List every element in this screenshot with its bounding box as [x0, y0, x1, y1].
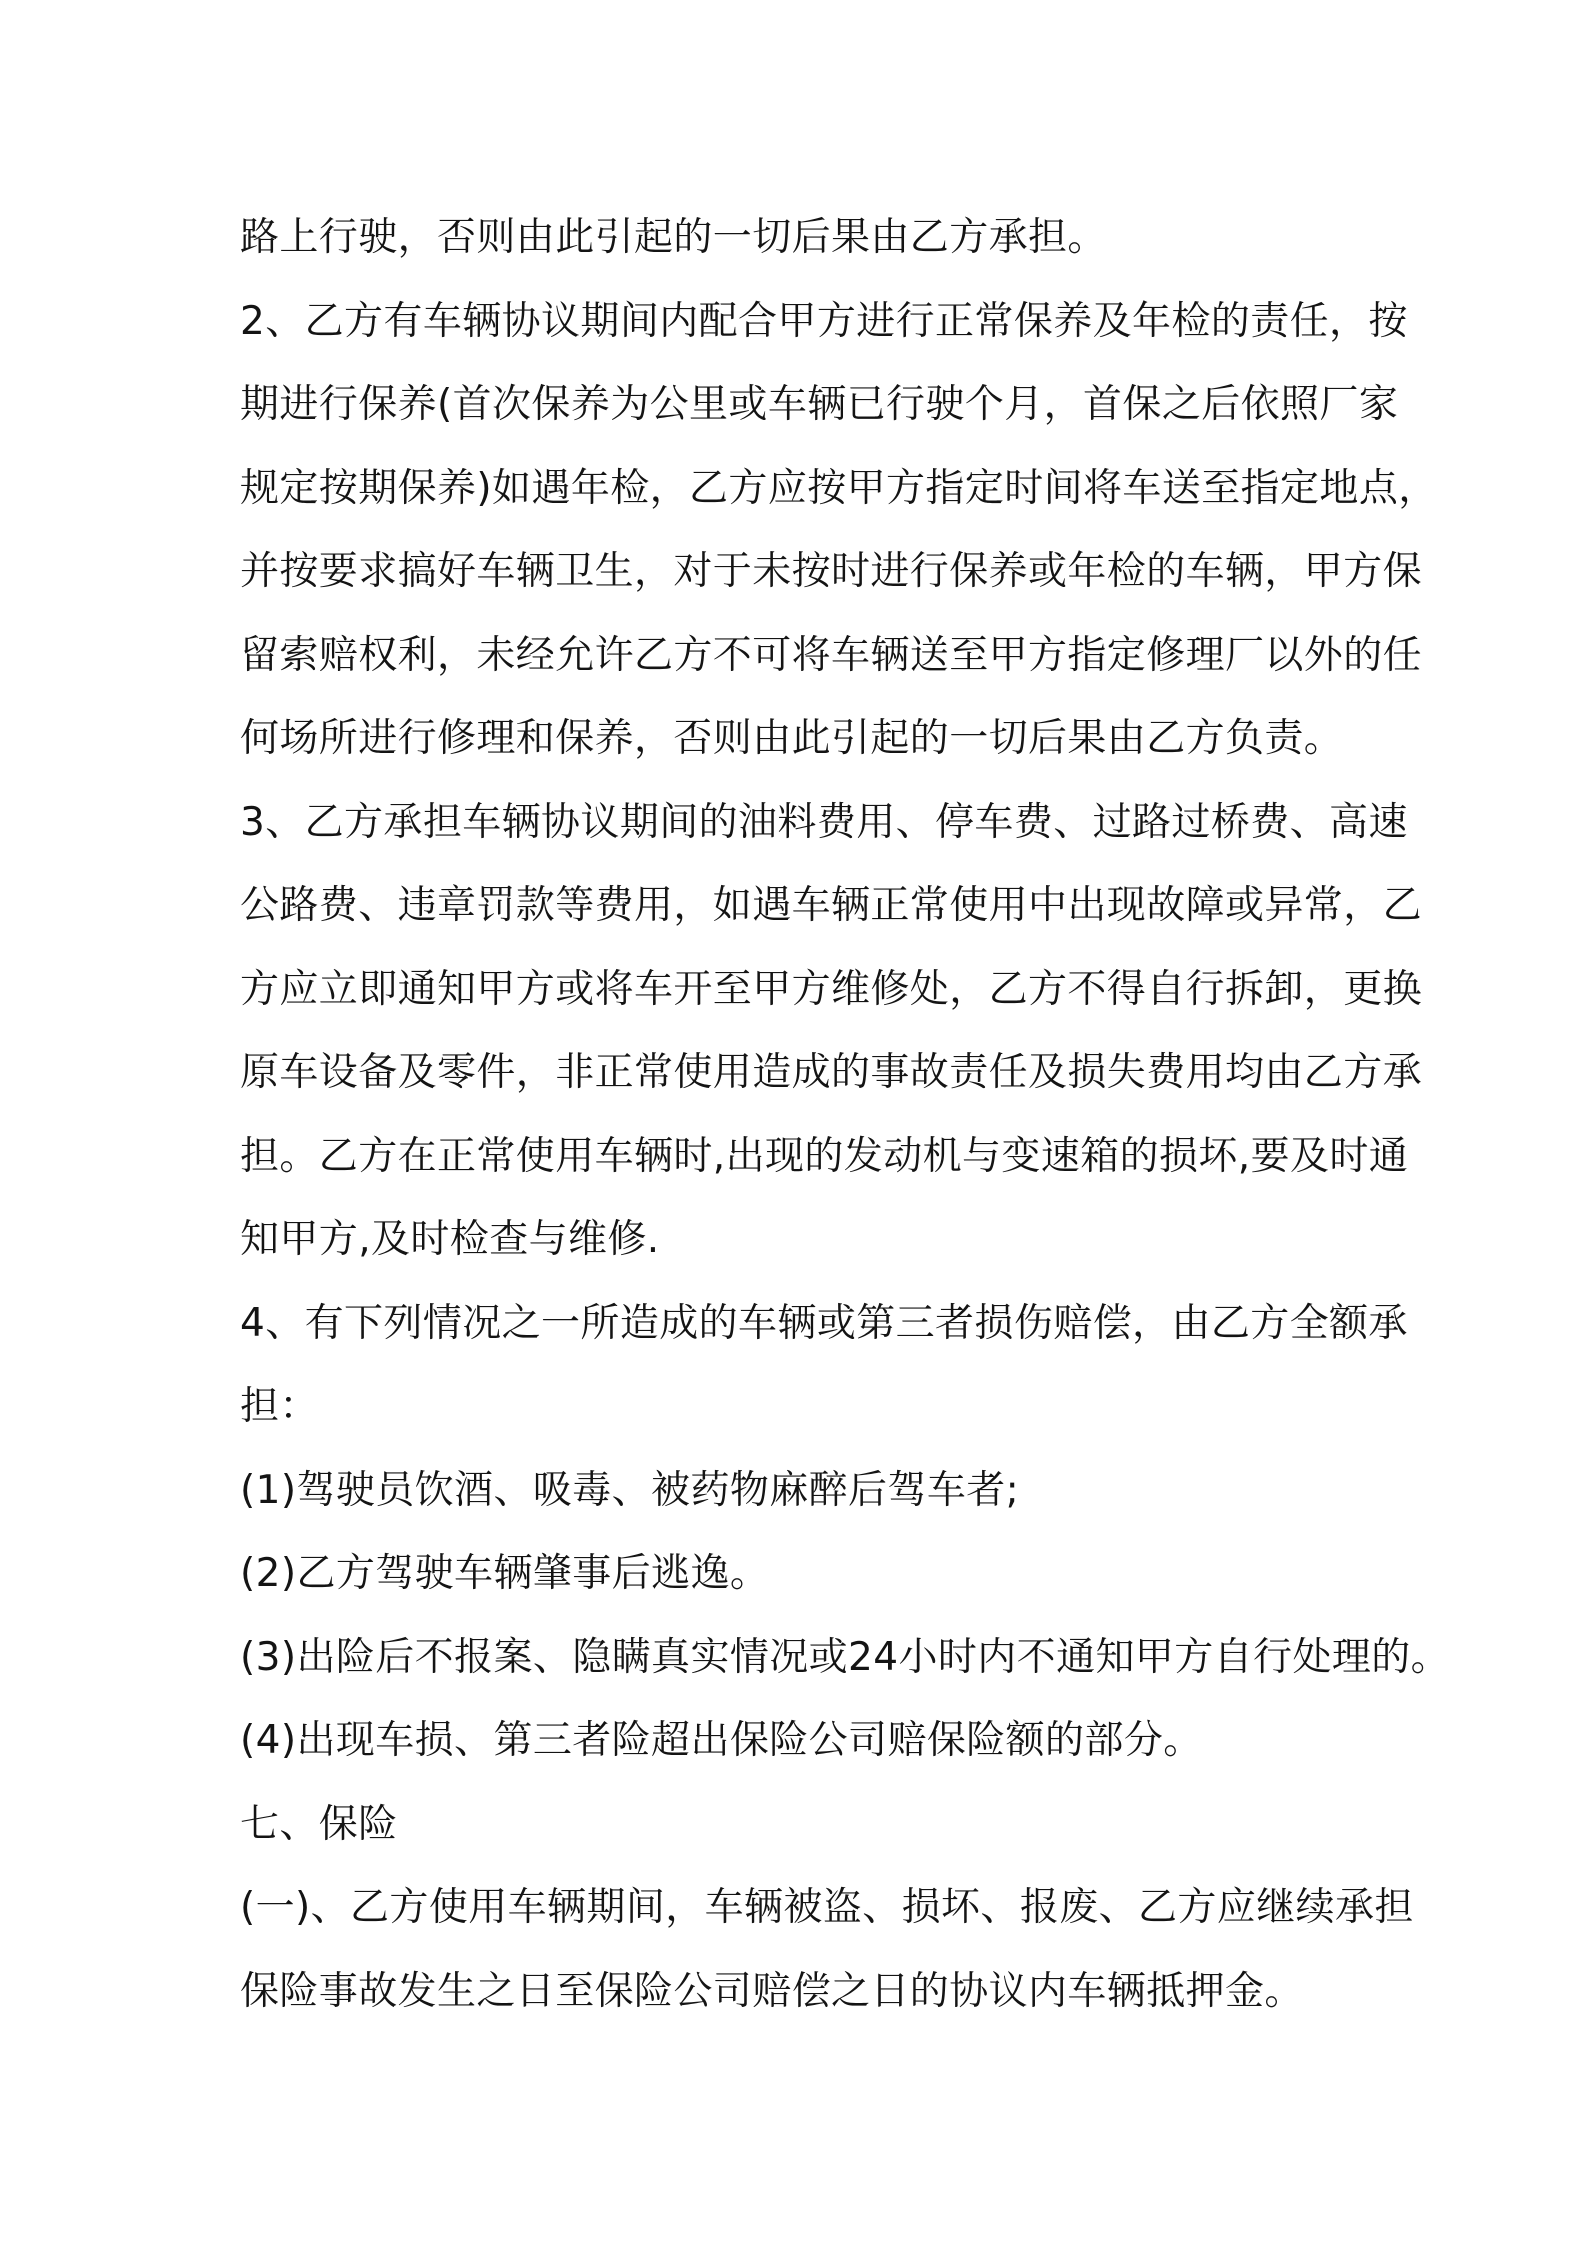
text-line: 4、有下列情况之一所造成的车辆或第三者损伤赔偿，由乙方全额承 — [240, 1300, 1408, 1346]
text-line: 路上行驶，否则由此引起的一切后果由乙方承担。 — [240, 215, 1107, 260]
text-line: 并按要求搞好车辆卫生，对于未按时进行保养或年检的车辆，甲方保 — [240, 549, 1423, 594]
text-line: (3)出险后不报案、隐瞒真实情况或24小时内不通知甲方自行处理的。 — [240, 1634, 1451, 1680]
text-line: 担。乙方在正常使用车辆时,出现的发动机与变速箱的损坏,要及时通 — [240, 1133, 1409, 1179]
text-line: 何场所进行修理和保养，否则由此引起的一切后果由乙方负责。 — [240, 716, 1344, 761]
section-heading: 七、保险 — [240, 1801, 398, 1847]
text-line: 规定按期保养)如遇年检，乙方应按甲方指定时间将车送至指定地点， — [240, 465, 1438, 511]
text-line: 担： — [240, 1384, 319, 1429]
text-line: 知甲方,及时检查与维修. — [240, 1217, 660, 1262]
document-body — [240, 196, 1451, 2033]
text-line: (4)出现车损、第三者险超出保险公司赔保险额的部分。 — [240, 1718, 1203, 1763]
text-line: 原车设备及零件，非正常使用造成的事故责任及损失费用均由乙方承 — [240, 1050, 1423, 1095]
text-line: (1)驾驶员饮酒、吸毒、被药物麻醉后驾车者; — [240, 1467, 1020, 1513]
text-line: (一)、乙方使用车辆期间，车辆被盗、损坏、报废、乙方应继续承担 — [240, 1885, 1414, 1930]
text-line: 留索赔权利，未经允许乙方不可将车辆送至甲方指定修理厂以外的任 — [240, 632, 1423, 678]
text-line: 2、乙方有车辆协议期间内配合甲方进行正常保养及年检的责任，按 — [240, 298, 1408, 344]
text-line: (2)乙方驾驶车辆肇事后逃逸。 — [240, 1551, 770, 1596]
text-line: 3、乙方承担车辆协议期间的油料费用、停车费、过路过桥费、高速 — [240, 799, 1408, 845]
text-line: 方应立即通知甲方或将车开至甲方维修处，乙方不得自行拆卸，更换 — [240, 966, 1423, 1012]
text-line: 公路费、违章罚款等费用，如遇车辆正常使用中出现故障或异常，乙 — [240, 883, 1423, 928]
text-line: 期进行保养(首次保养为公里或车辆已行驶个月，首保之后依照厂家 — [240, 382, 1399, 427]
text-line: 保险事故发生之日至保险公司赔偿之日的协议内车辆抵押金。 — [240, 1968, 1304, 2014]
